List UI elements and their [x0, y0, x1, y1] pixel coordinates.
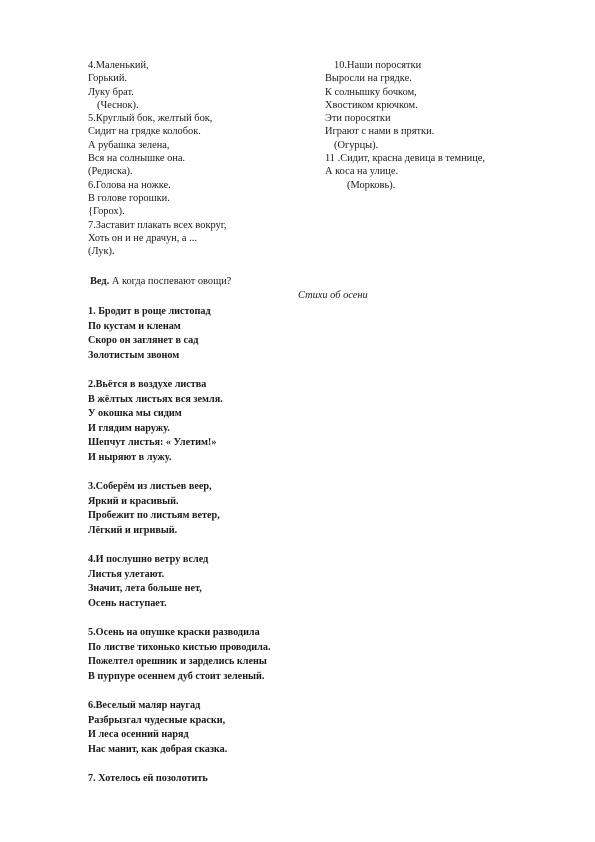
riddle-line: А рубашка зелена,	[88, 139, 170, 151]
poem-line: Лёгкий и игривый.	[88, 524, 178, 536]
poem-line: В пурпуре осеннем дуб стоит зеленый.	[88, 670, 265, 682]
poem-line: Яркий и красивый.	[88, 495, 179, 507]
poem-line: И леса осенний наряд	[88, 729, 189, 741]
poem-line: В жёлтых листьях вся земля.	[88, 393, 223, 405]
poem-line: Осень наступает.	[88, 597, 167, 609]
poem-stanza	[88, 378, 271, 466]
poem-line: И ныряют в лужу.	[88, 451, 172, 463]
poem-line: 3.Соберём из листьев веер,	[88, 481, 212, 493]
riddle-answer: (Морковь).	[347, 179, 396, 191]
poem-line: Шепчут листья: « Улетим!»	[88, 437, 217, 449]
riddle-line: Эти поросятки	[325, 113, 391, 125]
riddles-right-column	[325, 59, 555, 192]
section-subtitle: Стихи об осени	[298, 290, 368, 301]
riddle-line: Вся на солнышке она.	[88, 153, 186, 165]
riddle-line: К солнышку бочком,	[325, 86, 417, 98]
riddle-line: 6.Голова на ножке.	[88, 179, 171, 191]
riddle-line: Луку брат.	[88, 86, 134, 98]
poem-line: Нас манит, как добрая сказка.	[88, 743, 228, 755]
poem-line: Значит, лета больше нет,	[88, 583, 202, 595]
poem-stanza	[88, 553, 271, 611]
poem-line: Золотистым звоном	[88, 349, 180, 361]
poem-line: 4.И послушно ветру вслед	[88, 554, 209, 566]
poem-line: Пробежит по листьям ветер,	[88, 510, 220, 522]
poem-line: Листья улетают.	[88, 568, 165, 580]
riddle-line: 4.Маленький,	[88, 60, 149, 71]
poem-line: И глядим наружу.	[88, 422, 170, 434]
poem-line: Скоро он заглянет в сад	[88, 335, 199, 347]
riddle-answer: (Редиска).	[88, 166, 133, 178]
poem-line: У окошка мы сидим	[88, 408, 182, 420]
poem-line: Разбрызгал чудесные краски,	[88, 714, 226, 726]
poem-line: 1. Бродит в роще листопад	[88, 306, 211, 317]
riddle-line: 5.Круглый бок, желтый бок,	[88, 113, 213, 125]
poem-line: 6.Веселый маляр наугад	[88, 700, 201, 712]
riddle-line: Горький.	[88, 73, 127, 85]
riddle-line: 7.Заставит плакать всех вокруг,	[88, 219, 227, 231]
ved-label: Вед.	[90, 276, 110, 287]
riddle-line: Сидит на грядке колобок.	[88, 126, 201, 138]
teacher-question	[90, 276, 231, 287]
poem-stanza	[88, 480, 271, 538]
riddle-line: Хвостиком крючком.	[325, 99, 418, 111]
poem-line: По листве тихонько кистью проводила.	[88, 641, 271, 653]
riddle-answer: (Лук).	[88, 246, 115, 258]
poem-stanza	[88, 305, 271, 363]
poem-line: Пожелтел орешник и зарделись клены	[88, 656, 267, 668]
autumn-poems	[88, 305, 271, 801]
riddle-line: Играют с нами в прятки.	[325, 126, 435, 138]
riddle-line: 11 .Сидит, красна девица в темнице,	[325, 153, 485, 165]
riddle-line: Выросли на грядке.	[325, 73, 412, 85]
poem-line: 7. Хотелось ей позолотить	[88, 773, 208, 784]
riddle-line: 10.Наши поросятки	[334, 60, 422, 71]
poem-line: 5.Осень на опушке краски разводила	[88, 627, 260, 639]
ved-text: А когда поспевают овощи?	[109, 276, 232, 287]
poem-stanza	[88, 626, 271, 684]
riddle-line: В голове горошки.	[88, 192, 170, 204]
riddles-left-column	[88, 59, 318, 258]
riddle-line: Хоть он и не драчун, а ...	[88, 232, 197, 244]
poem-stanza	[88, 772, 271, 787]
riddle-answer: {Горох).	[88, 206, 125, 218]
riddle-answer: (Огурцы).	[334, 139, 379, 151]
poem-stanza	[88, 699, 271, 757]
riddle-line: А коса на улице.	[325, 166, 399, 178]
poem-line: По кустам и кленам	[88, 320, 181, 332]
poem-line: 2.Вьётся в воздухе листва	[88, 378, 207, 390]
riddle-answer: (Чеснок).	[97, 99, 139, 111]
